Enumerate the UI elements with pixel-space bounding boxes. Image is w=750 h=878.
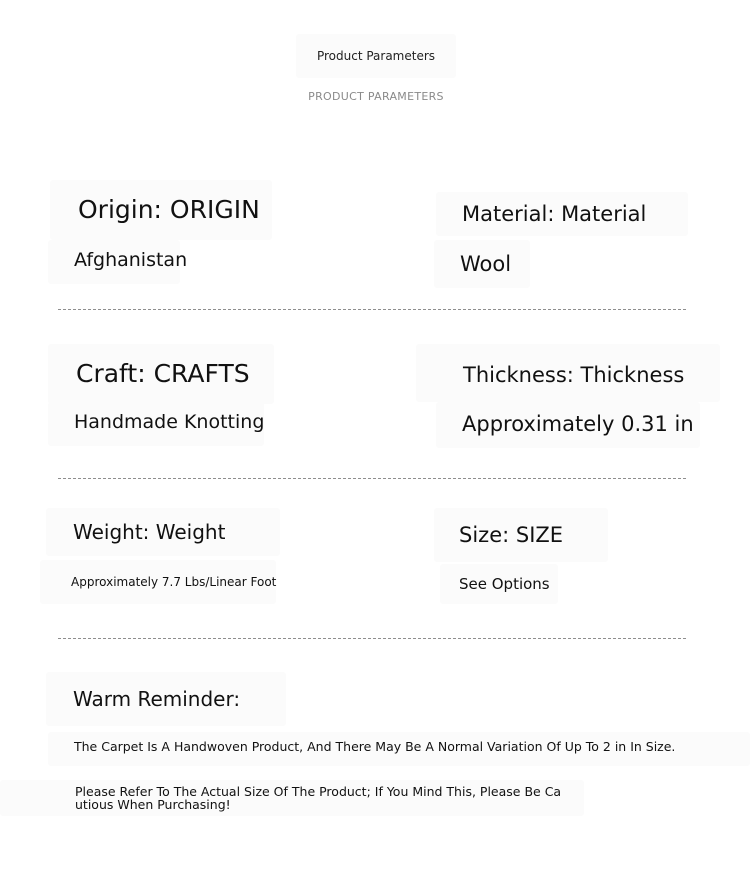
reminder-note-line: utious When Purchasing! xyxy=(75,797,231,812)
page-subtitle: PRODUCT PARAMETERS xyxy=(296,84,456,110)
craft-label: Craft: CRAFTS xyxy=(48,344,274,404)
page-title: Product Parameters xyxy=(296,34,456,78)
origin-label: Origin: ORIGIN xyxy=(50,180,272,240)
size-label: Size: SIZE xyxy=(434,508,608,562)
size-value: See Options xyxy=(440,564,558,604)
reminder-note-size-variation: The Carpet Is A Handwoven Product, And There May Be A Normal Variation Of Up To 2 in In Size. xyxy=(48,732,750,766)
origin-value: Afghanistan xyxy=(48,240,180,284)
weight-value: Approximately 7.7 Lbs/Linear Foot xyxy=(40,560,276,604)
section-divider xyxy=(58,478,686,479)
warm-reminder-title: Warm Reminder: xyxy=(46,672,286,726)
thickness-value: Approximately 0.31 in xyxy=(436,402,700,448)
material-value: Wool xyxy=(434,240,530,288)
thickness-label: Thickness: Thickness xyxy=(416,344,720,402)
section-divider xyxy=(58,638,686,639)
section-divider xyxy=(58,309,686,310)
material-label: Material: Material xyxy=(436,192,688,236)
craft-value: Handmade Knotting xyxy=(48,402,264,446)
weight-label: Weight: Weight xyxy=(46,508,280,556)
reminder-note-actual-size xyxy=(0,780,584,816)
reminder-note-line: Please Refer To The Actual Size Of The Product; If You Mind This, Please Be Ca xyxy=(75,784,562,799)
